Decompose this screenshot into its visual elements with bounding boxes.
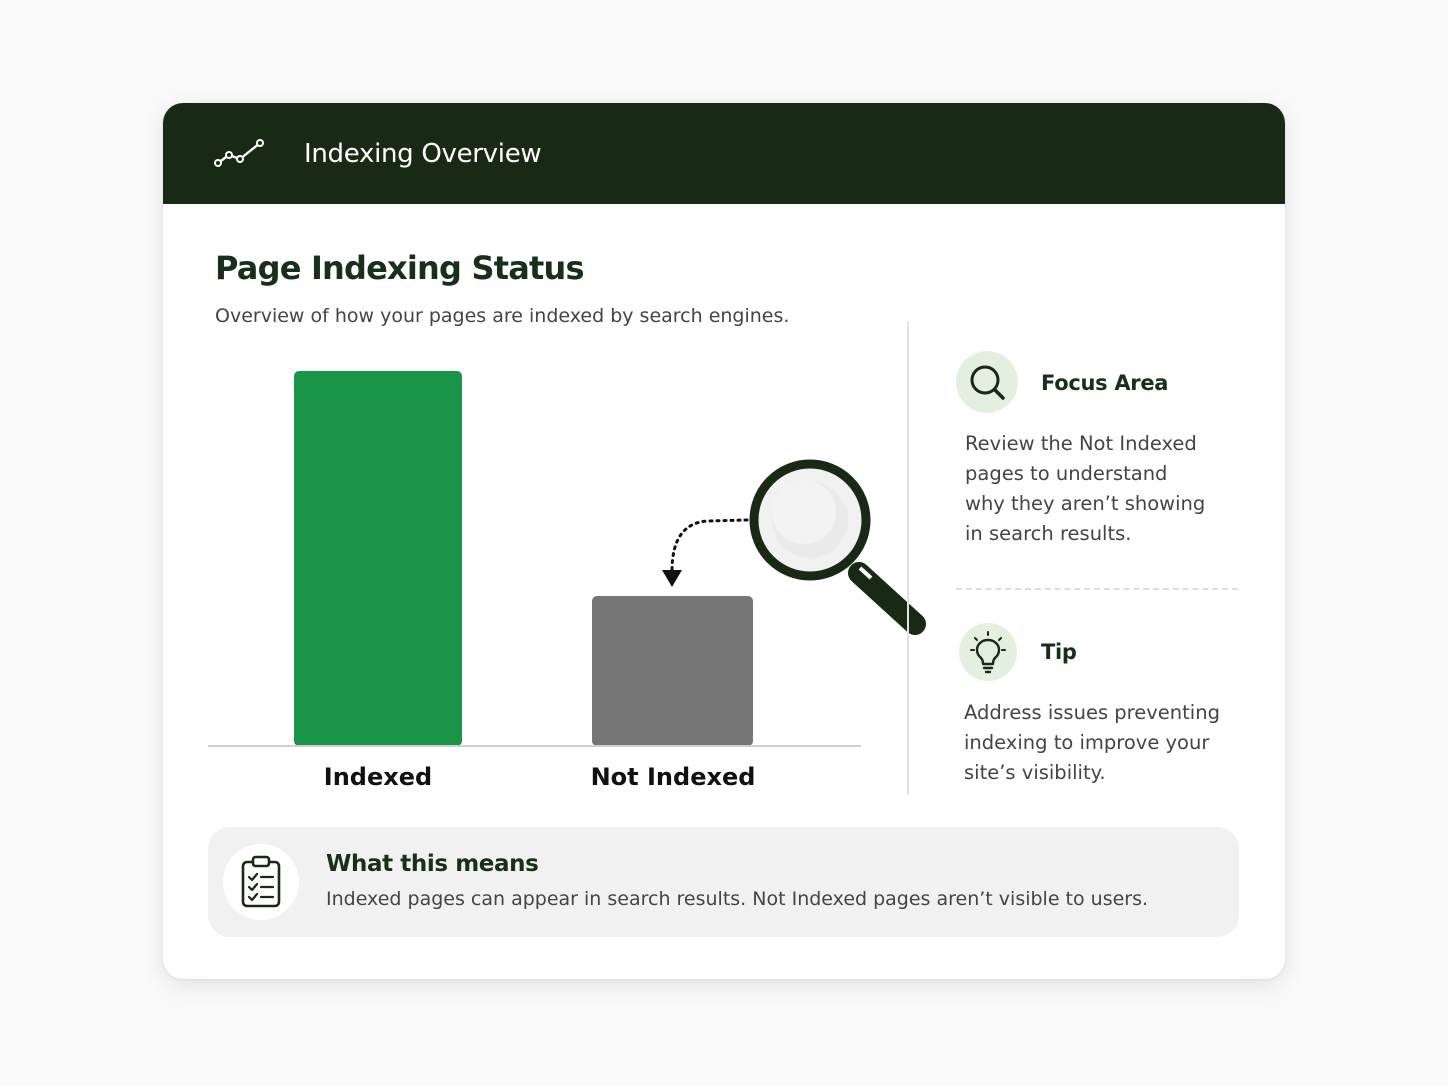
- bar-indexed: [294, 371, 462, 746]
- bar-label-not-indexed: Not Indexed: [590, 763, 756, 791]
- page-subtitle: Overview of how your pages are indexed by search engines.: [215, 305, 790, 327]
- what-this-means-title: What this means: [326, 851, 539, 877]
- tip-text: Address issues preventing indexing to improve your site’s visibility.: [964, 701, 1220, 784]
- bar-not-indexed: [592, 596, 753, 746]
- clipboard-badge: [223, 844, 299, 920]
- lightbulb-icon: [959, 623, 1017, 681]
- header-title: Indexing Overview: [304, 139, 542, 169]
- annotation-arrow: [672, 520, 747, 571]
- bar-label-indexed: Indexed: [323, 763, 433, 791]
- focus-area-title: Focus Area: [1041, 371, 1169, 395]
- annotation-arrowhead: [662, 570, 682, 587]
- vertical-divider: [907, 321, 909, 795]
- indexing-overview-card: [163, 103, 1285, 979]
- what-this-means-text: Indexed pages can appear in search results. Not Indexed pages aren’t visible to users.: [326, 888, 1149, 910]
- focus-area-text: Review the Not Indexed pages to understand why they aren’t showing in search results.: [965, 432, 1206, 545]
- side-divider: [956, 588, 1238, 590]
- page-title: Page Indexing Status: [215, 249, 584, 287]
- search-icon: [956, 351, 1018, 413]
- chart-bars: [294, 371, 753, 746]
- what-this-means-box: [208, 827, 1239, 937]
- focus-area-icon-badge: [956, 351, 1018, 413]
- tip-title: Tip: [1041, 640, 1077, 664]
- tip-icon-badge: [959, 623, 1017, 681]
- magnifying-glass-icon: [754, 464, 915, 624]
- clipboard-checklist-icon: [223, 844, 299, 920]
